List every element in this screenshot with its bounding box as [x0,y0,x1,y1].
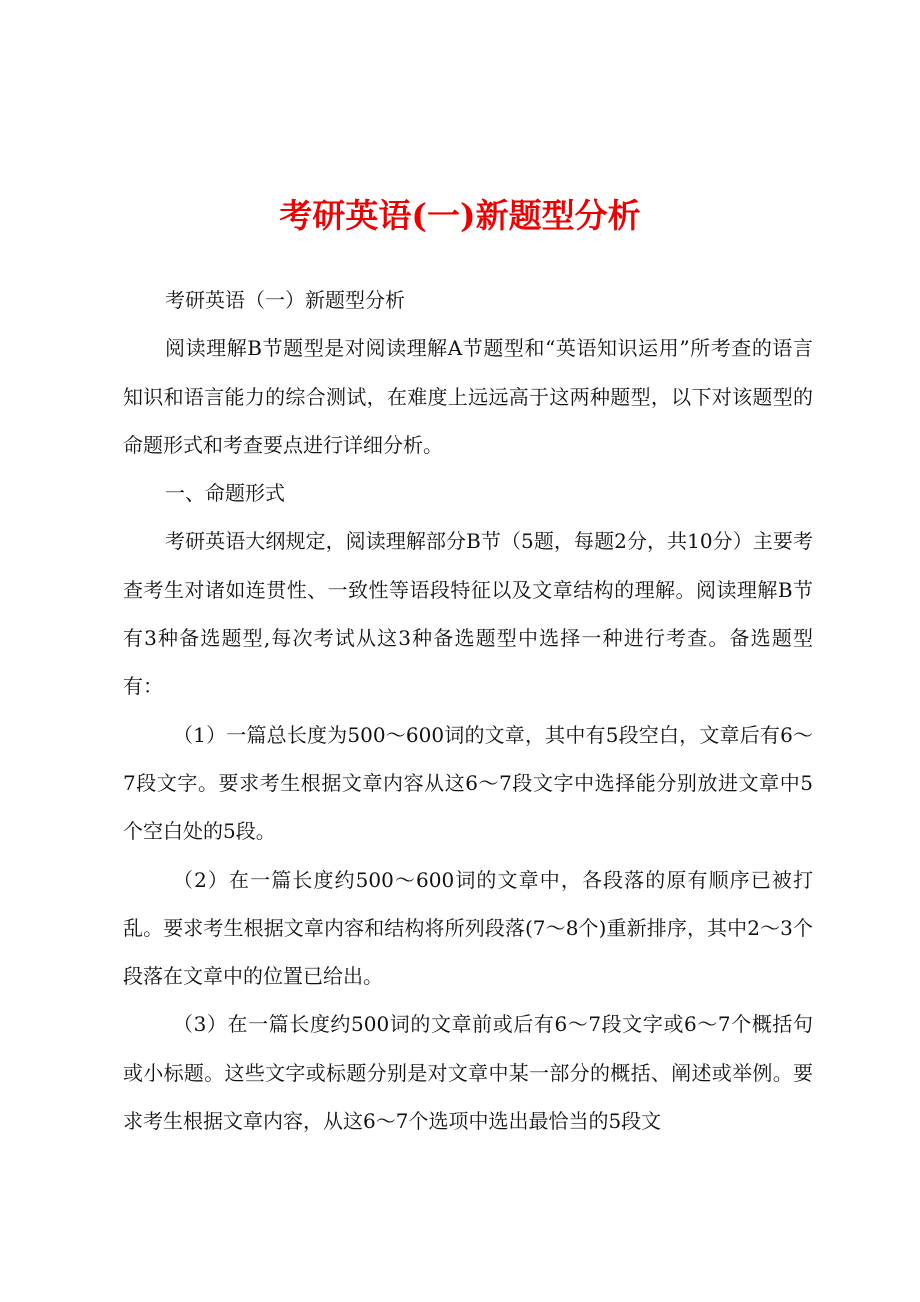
intro-paragraph: 阅读理解B节题型是对阅读理解A节题型和“英语知识运用”所考查的语言知识和语言能力的综合测试，在难度上远远高于这两种题型，以下对该题型的命题形式和考查要点进行详细分析。 [123,336,813,457]
subtitle-paragraph: 考研英语（一）新题型分析 [165,288,405,312]
document-body [123,276,813,1145]
syllabus-paragraph: 考研英语大纲规定，阅读理解部分B节（5题，每题2分，共10分）主要考查考生对诸如连贯性、一致性等语段特征以及文章结构的理解。阅读理解B节有3种备选题型,每次考试从这3种备选题型中选择一种进行考查。备选题型有： [123,529,813,699]
option-1-paragraph: （1）一篇总长度为500～600词的文章，其中有5段空白，文章后有6～7段文字。要求考生根据文章内容从这6～7段文字中选择能分别放进文章中5个空白处的5段。 [123,722,813,844]
section-heading: 一、命题形式 [165,481,285,506]
document-title: 考研英语(一)新题型分析 [279,196,641,235]
option-3-paragraph: （3）在一篇长度约500词的文章前或后有6～7段文字或6～7个概括句或小标题。这些文字或标题分别是对文章中某一部分的概括、阐述或举例。要求考生根据文章内容，从这6～7个选项中选出最恰当的5段文 [123,1012,813,1134]
option-2-paragraph: （2）在一篇长度约500～600词的文章中，各段落的原有顺序已被打乱。要求考生根据文章内容和结构将所列段落(7～8个)重新排序，其中2～3个段落在文章中的位置已给出。 [123,867,813,989]
